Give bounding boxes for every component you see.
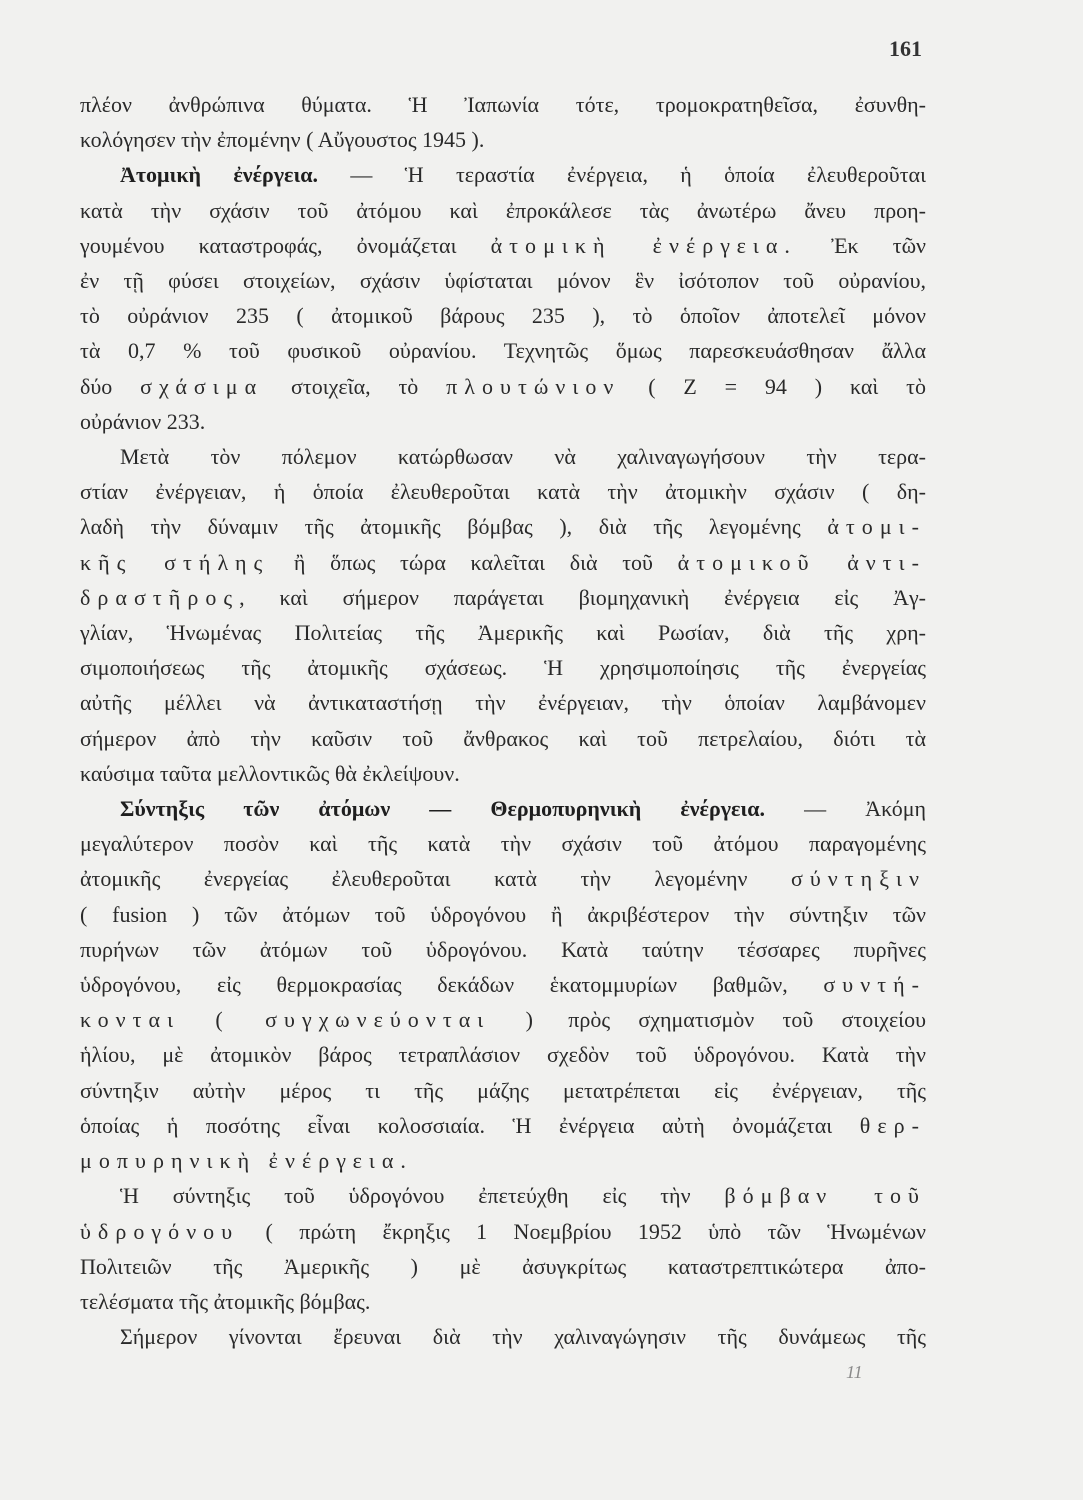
text-line xyxy=(80,932,926,967)
text-run: ἐν τῇ φύσει στοιχείων, σχάσιν ὑφίσταται μόνον ἓν ἰσότοπον τοῦ οὐρανίου, xyxy=(80,268,926,294)
text-line xyxy=(80,263,926,298)
text-run: οὐράνιον 233. xyxy=(80,408,206,434)
paragraph xyxy=(80,1178,926,1319)
paragraph xyxy=(80,1319,926,1354)
text-run: σύντηξιν αὐτὴν μέρος τι τῆς μάζης μετατρέπεται εἰς ἐνέργειαν, τῆς xyxy=(80,1077,926,1103)
text-run: ( Z = 94 ) καὶ τὸ xyxy=(620,373,926,399)
text-run: σιμοποιήσεως τῆς ἀτομικῆς σχάσεως. Ἡ χρησιμοποίησις τῆς ἐνεργείας xyxy=(80,655,926,681)
text-run: Ἐκ τῶν xyxy=(796,232,926,258)
text-run: ὁποίας ἡ ποσότης εἶναι κολοσσιαία. Ἡ ἐνέργεια αὐτὴ ὀνομάζεται xyxy=(80,1112,860,1138)
text-line xyxy=(80,474,926,509)
spaced-emphasis: βόμβαν τοῦ xyxy=(724,1183,926,1209)
text-run: — Ἀκόμη xyxy=(765,796,926,822)
text-run: τελέσματα τῆς ἀτομικῆς βόμβας. xyxy=(80,1288,371,1314)
text-line xyxy=(80,650,926,685)
text-line xyxy=(80,509,926,544)
text-run: λαδὴ τὴν δύναμιν τῆς ἀτομικῆς βόμβας ), διὰ τῆς λεγομένης xyxy=(80,514,828,540)
spaced-emphasis: δραστῆρος xyxy=(80,584,240,610)
text-line xyxy=(80,826,926,861)
spaced-emphasis: μοπυρηνικὴ ἐνέργεια. xyxy=(80,1148,413,1174)
spaced-emphasis: σχάσιμα xyxy=(140,373,264,399)
text-run: ( fusion ) τῶν ἀτόμων τοῦ ὑδρογόνου ἢ ἀκριβέστερον τὴν σύντηξιν τῶν xyxy=(80,901,926,927)
section-heading: Σύντηξις τῶν ἀτόμων — Θερμοπυρηνικὴ ἐνέργεια. xyxy=(120,796,766,822)
text-run: Πολιτειῶν τῆς Ἀμερικῆς ) μὲ ἀσυγκρίτως καταστρεπτικώτερα ἀπο- xyxy=(80,1253,926,1279)
text-run: Μετὰ τὸν πόλεμον κατώρθωσαν νὰ χαλιναγωγήσουν τὴν τερα- xyxy=(120,444,926,470)
text-line xyxy=(80,685,926,720)
text-line xyxy=(80,87,926,122)
text-line xyxy=(80,298,926,333)
paragraph xyxy=(80,791,926,1178)
text-run: δύο xyxy=(80,373,141,399)
text-line xyxy=(80,439,926,474)
spaced-emphasis: κῆς στήλης xyxy=(80,549,270,575)
paragraph xyxy=(80,157,926,439)
text-run: ἢ ὅπως τώρα καλεῖται διὰ τοῦ xyxy=(269,549,678,575)
text-line xyxy=(80,193,926,228)
text-line xyxy=(80,1178,926,1213)
text-run: τὸ οὐράνιον 235 ( ἀτομικοῦ βάρους 235 ), τὸ ὁποῖον ἀποτελεῖ μόνον xyxy=(80,303,926,329)
text-line xyxy=(80,1214,926,1249)
text-line xyxy=(80,1002,926,1037)
book-page-text xyxy=(80,87,926,1354)
text-line xyxy=(80,1143,926,1178)
text-run: μεγαλύτερον ποσὸν καὶ τῆς κατὰ τὴν σχάσιν τοῦ ἀτόμου παραγομένης xyxy=(80,831,926,857)
text-run: πλέον ἀνθρώπινα θύματα. Ἡ Ἰαπωνία τότε, τρομοκρατηθεῖσα, ἐσυνθη- xyxy=(80,92,926,117)
paragraph xyxy=(80,439,926,791)
text-line xyxy=(80,157,926,192)
text-run: , καὶ σήμερον παράγεται βιομηχανικὴ ἐνέργεια εἰς Ἀγ- xyxy=(239,584,926,610)
text-line xyxy=(80,721,926,756)
page-number: 161 xyxy=(889,36,922,61)
text-run: πυρήνων τῶν ἀτόμων τοῦ ὑδρογόνου. Κατὰ ταύτην τέσσαρες πυρῆνες xyxy=(80,936,926,962)
text-run: κολόγησεν τὴν ἐπομένην ( Αὔγουστος 1945 ). xyxy=(80,127,485,153)
text-run: — Ἡ τεραστία ἐνέργεια, ἡ ὁποία ἐλευθεροῦται xyxy=(318,162,926,188)
text-line xyxy=(80,369,926,404)
text-line xyxy=(80,615,926,650)
text-run: ἡλίου, μὲ ἀτομικὸν βάρος τετραπλάσιον σχεδὸν τοῦ ὑδρογόνου. Κατὰ τὴν xyxy=(80,1042,926,1068)
text-run: ἀτομικῆς ἐνεργείας ἐλευθεροῦται κατὰ τὴν λεγομένην xyxy=(80,866,791,892)
paragraph xyxy=(80,87,926,157)
text-line xyxy=(80,228,926,263)
text-run: σήμερον ἀπὸ τὴν καῦσιν τοῦ ἄνθρακος καὶ τοῦ πετρελαίου, διότι τὰ xyxy=(80,725,926,751)
text-line xyxy=(80,1037,926,1072)
text-run: στοιχεῖα, τὸ xyxy=(263,373,447,399)
spaced-emphasis: σύντηξιν xyxy=(790,866,926,892)
text-line xyxy=(80,580,926,615)
text-run: τὰ 0,7 % τοῦ φυσικοῦ οὐρανίου. Τεχνητῶς ὅμως παρεσκευάσθησαν ἄλλα xyxy=(80,338,926,364)
text-run: καύσιμα ταῦτα μελλοντικῶς θὰ ἐκλείψουν. xyxy=(80,760,460,786)
text-run: γλίαν, Ἡνωμένας Πολιτείας τῆς Ἀμερικῆς καὶ Ρωσίαν, διὰ τῆς χρη- xyxy=(80,620,926,646)
text-run: Ἡ σύντηξις τοῦ ὑδρογόνου ἐπετεύχθη εἰς τὴν xyxy=(120,1183,725,1209)
text-run: πρὸς σχηματισμὸν τοῦ στοιχείου xyxy=(539,1007,926,1033)
spaced-emphasis: ἀτομικοῦ ἀντι- xyxy=(677,549,926,575)
text-line xyxy=(80,1073,926,1108)
text-line xyxy=(80,1284,926,1319)
text-run: Σήμερον γίνονται ἔρευναι διὰ τὴν χαλιναγώγησιν τῆς δυνάμεως τῆς xyxy=(120,1324,926,1350)
text-line xyxy=(80,967,926,1002)
text-line xyxy=(80,404,926,439)
spaced-emphasis: θερ- xyxy=(859,1112,926,1138)
spaced-emphasis: ἀτομικὴ ἐνέργεια. xyxy=(490,232,797,258)
text-run: ὑδρογόνου, εἰς θερμοκρασίας δεκάδων ἑκατομμυρίων βαθμῶν, xyxy=(80,972,824,998)
text-line xyxy=(80,861,926,896)
section-heading: Ἀτομικὴ ἐνέργεια. xyxy=(120,162,319,188)
spaced-emphasis: κονται ( συγχωνεύονται ) xyxy=(80,1007,540,1033)
text-line xyxy=(80,1319,926,1354)
text-run: στίαν ἐνέργειαν, ἡ ὁποία ἐλευθεροῦται κατὰ τὴν ἀτομικὴν σχάσιν ( δη- xyxy=(80,479,926,505)
text-line xyxy=(80,1108,926,1143)
text-run: ( πρώτη ἔκρηξις 1 Νοεμβρίου 1952 ὑπὸ τῶν Ἡνωμένων xyxy=(239,1218,926,1244)
text-line xyxy=(80,756,926,791)
spaced-emphasis: συντή- xyxy=(823,972,926,998)
text-line xyxy=(80,791,926,826)
text-run: κατὰ τὴν σχάσιν τοῦ ἀτόμου καὶ ἐπροκάλεσε τὰς ἀνωτέρω ἄνευ προη- xyxy=(80,197,926,223)
text-run: αὐτῆς μέλλει νὰ ἀντικαταστήσῃ τὴν ἐνέργειαν, τὴν ὁποίαν λαμβάνομεν xyxy=(80,690,926,716)
spaced-emphasis: ὑδρογόνου xyxy=(80,1218,240,1244)
spaced-emphasis: πλουτώνιον xyxy=(446,373,621,399)
spaced-emphasis: ἀτομι- xyxy=(827,514,926,540)
text-line xyxy=(80,333,926,368)
text-line xyxy=(80,897,926,932)
text-line xyxy=(80,1249,926,1284)
signature-mark: 11 xyxy=(846,1362,863,1382)
text-line xyxy=(80,545,926,580)
text-run: γουμένου καταστροφάς, ὀνομάζεται xyxy=(80,232,491,258)
text-line xyxy=(80,122,926,157)
